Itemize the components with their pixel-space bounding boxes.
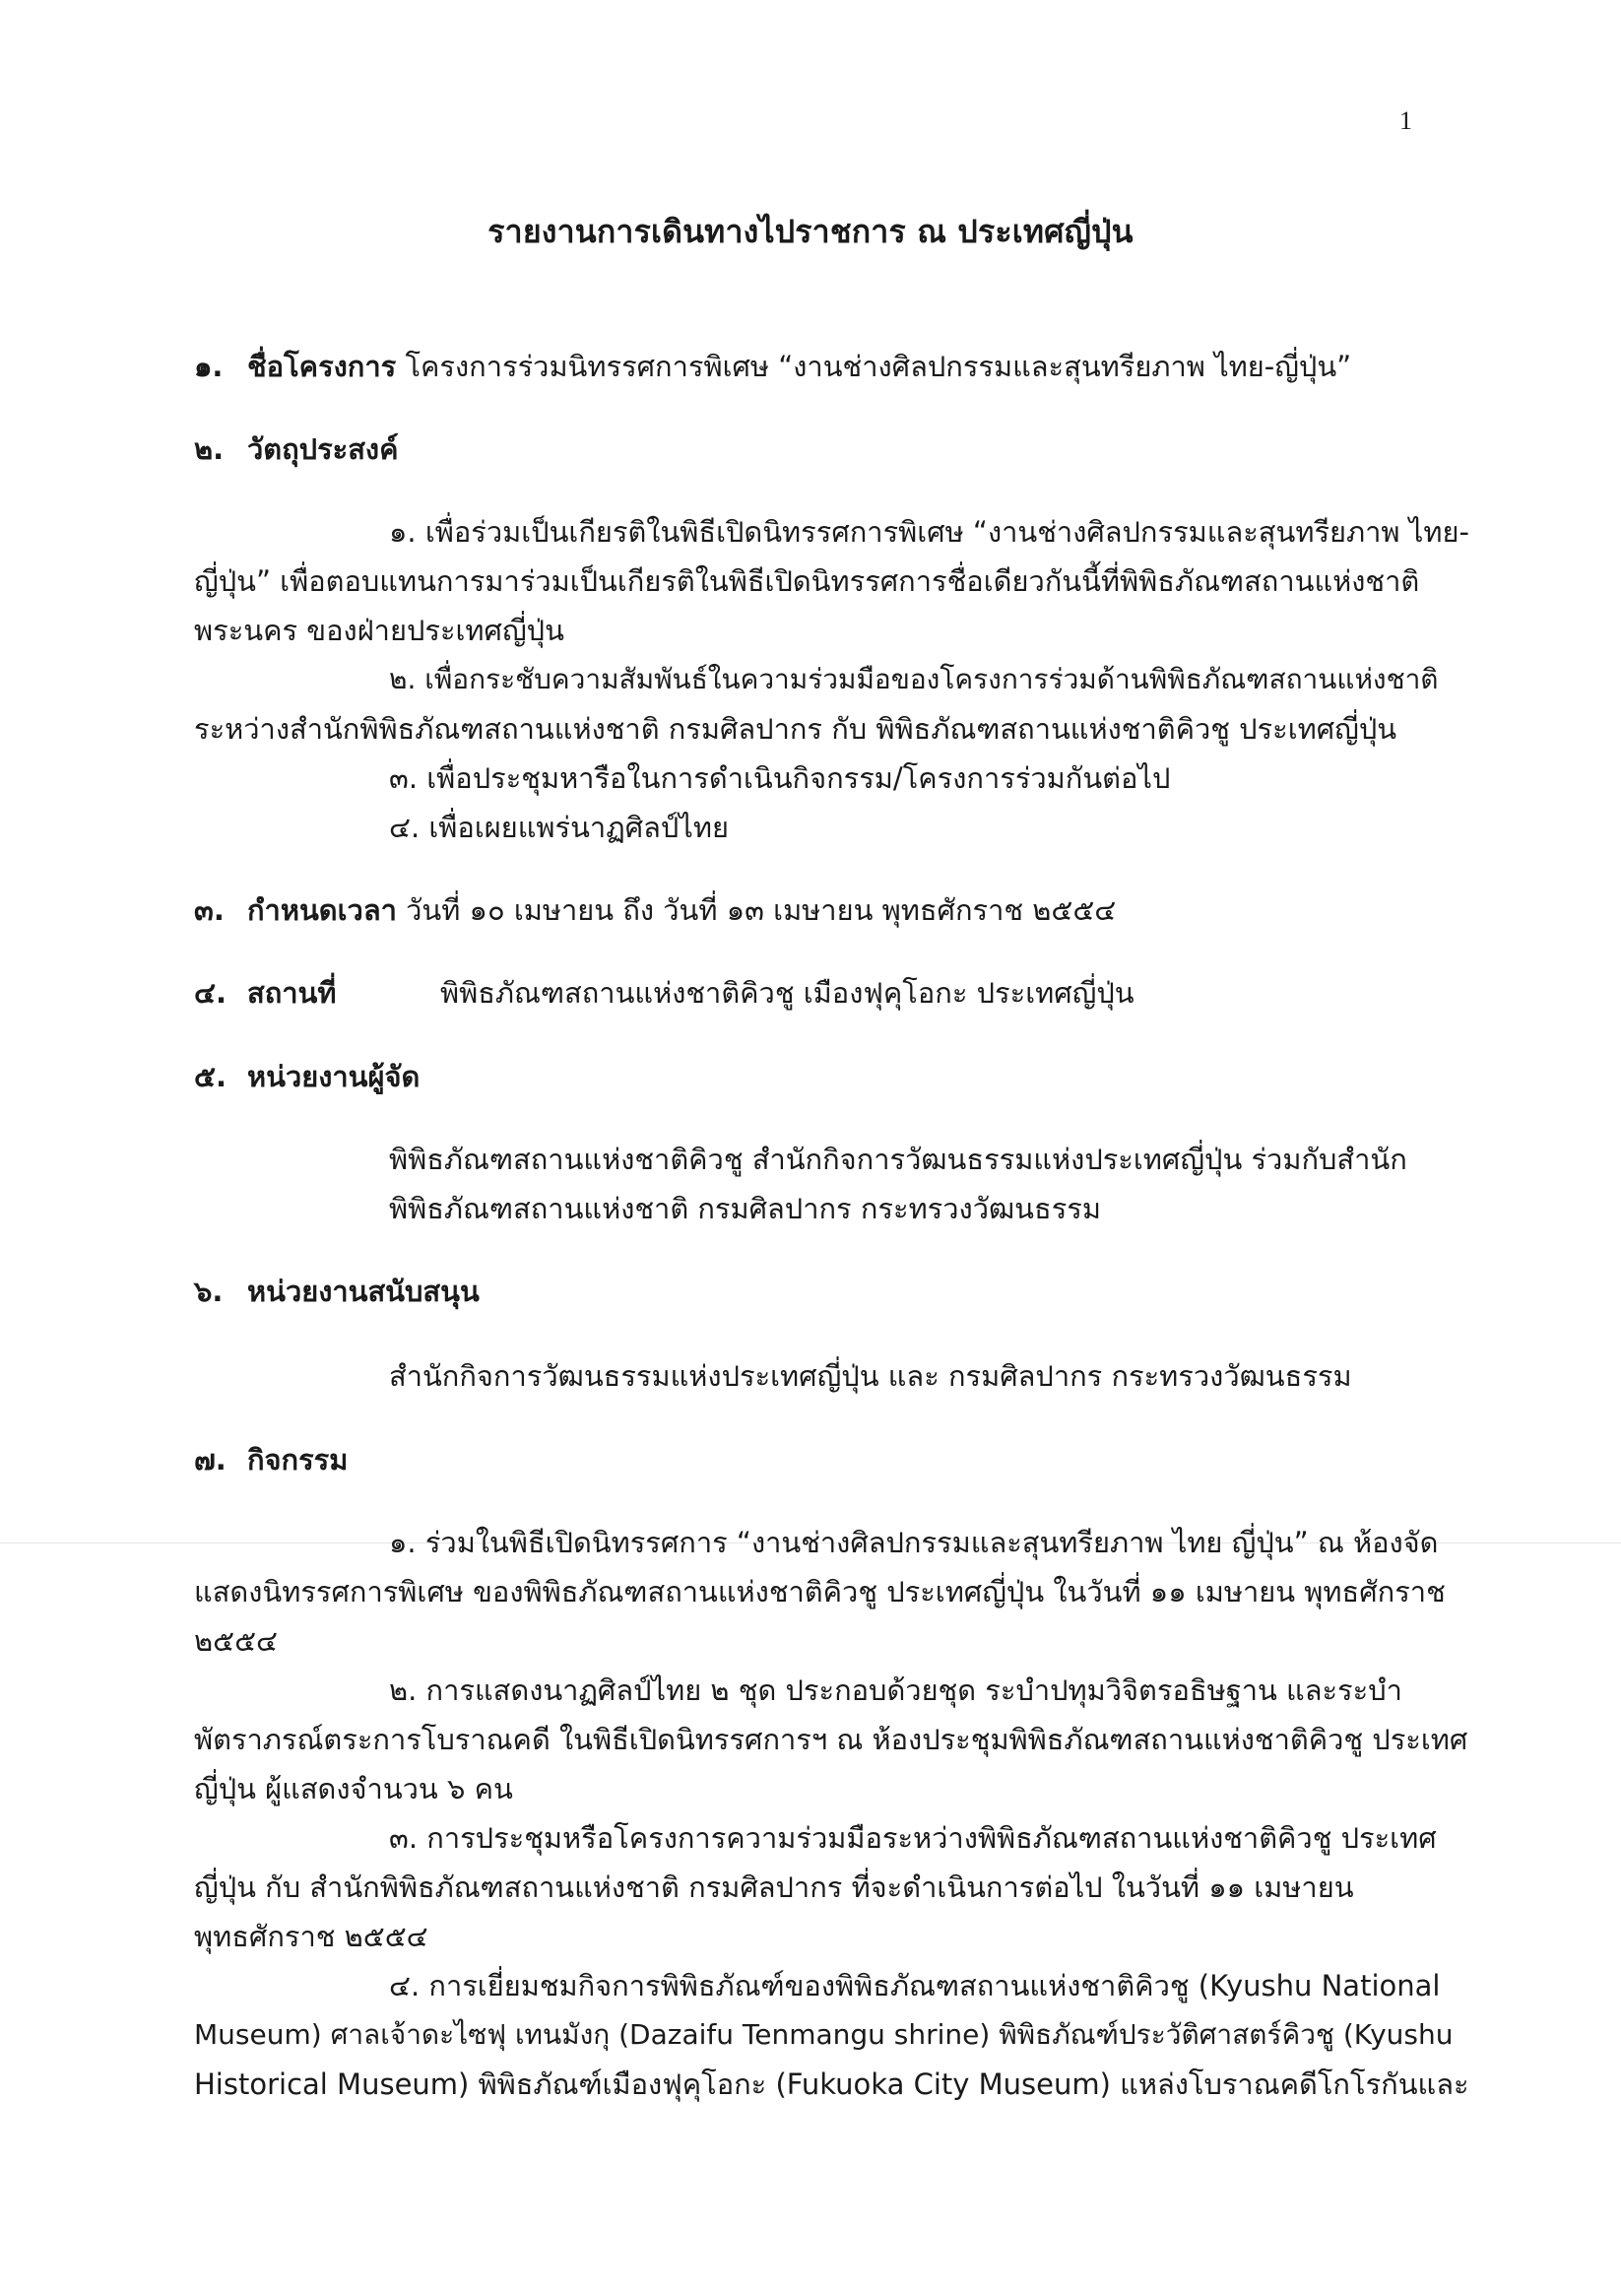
activity-line: Historical Museum) พิพิธภัณฑ์เมืองฟุคุโอกะ (Fukuoka City Museum) แหล่งโบราณคดีโกโรกันและ [194, 2067, 1469, 2101]
objective-line: ๔. เพื่อเผยแพร่นาฏศิลป์ไทย [389, 811, 729, 844]
activity-line: ๔. การเยี่ยมชมกิจการพิพิธภัณฑ์ของพิพิธภัณฑสถานแห่งชาติคิวชู (Kyushu National [389, 1969, 1441, 2002]
section-number: ๔. [194, 976, 227, 1010]
activity-line: ๒๕๕๔ [194, 1624, 278, 1658]
section-label: วัตถุประสงค์ [247, 432, 399, 466]
section-organizers [194, 1057, 420, 1096]
section-schedule [194, 890, 1116, 930]
objective-line: ๑. เพื่อร่วมเป็นเกียรติในพิธีเปิดนิทรรศการพิเศษ “งานช่างศิลปกรรมและสุนทรียภาพ ไทย- [389, 515, 1469, 549]
activity-line: ญี่ปุ่น กับ สำนักพิพิธภัณฑสถานแห่งชาติ กรมศิลปากร ที่จะดำเนินการต่อไป ในวันที่ ๑๑ เมษายน [194, 1870, 1354, 1904]
objective-line: ๒. เพื่อกระชับความสัมพันธ์ในความร่วมมือของโครงการร่วมด้านพิพิธภัณฑสถานแห่งชาติ [389, 663, 1439, 695]
section-label: หน่วยงานผู้จัด [247, 1060, 421, 1093]
section-number: ๑. [194, 350, 224, 383]
activity-line: ๓. การประชุมหรือโครงการความร่วมมือระหว่างพิพิธภัณฑสถานแห่งชาติคิวชู ประเทศ [389, 1821, 1437, 1855]
section-activities [194, 1440, 348, 1479]
section-text: วันที่ ๑๐ เมษายน ถึง วันที่ ๑๓ เมษายน พุทธศักราช ๒๕๕๔ [406, 893, 1117, 927]
section-label: ชื่อโครงการ [247, 350, 397, 383]
activity-line: พุทธศักราช ๒๕๕๔ [194, 1920, 428, 1953]
objective-line: ๓. เพื่อประชุมหารือในการดำเนินกิจกรรม/โครงการร่วมกันต่อไป [389, 761, 1171, 795]
activity-line: ญี่ปุ่น ผู้แสดงจำนวน ๖ คน [194, 1772, 513, 1805]
section-supporters [194, 1272, 480, 1311]
objective-line: ระหว่างสำนักพิพิธภัณฑสถานแห่งชาติ กรมศิลปากร กับ พิพิธภัณฑสถานแห่งชาติคิวชู ประเทศญี่ปุ่น [194, 712, 1397, 746]
objective-line: พระนคร ของฝ่ายประเทศญี่ปุ่น [194, 614, 564, 647]
section-number: ๗. [194, 1443, 227, 1476]
section-label: หน่วยงานสนับสนุน [247, 1275, 480, 1308]
section-project-name [194, 347, 1351, 386]
section-number: ๓. [194, 893, 225, 927]
section-text: พิพิธภัณฑสถานแห่งชาติคิวชู เมืองฟุคุโอกะ ประเทศญี่ปุ่น [440, 976, 1135, 1010]
activity-line: พัตราภรณ์ตระการโบราณคดี ในพิธีเปิดนิทรรศการฯ ณ ห้องประชุมพิพิธภัณฑสถานแห่งชาติคิวชู ประเทศ [194, 1723, 1468, 1756]
page-title: รายงานการเดินทางไปราชการ ณ ประเทศญี่ปุ่น [487, 213, 1134, 250]
activity-line: แสดงนิทรรศการพิเศษ ของพิพิธภัณฑสถานแห่งชาติคิวชู ประเทศญี่ปุ่น ในวันที่ ๑๑ เมษายน พุทธศักราช [194, 1575, 1446, 1608]
organizer-line: พิพิธภัณฑสถานแห่งชาติคิวชู สำนักกิจการวัฒนธรรมแห่งประเทศญี่ปุ่น ร่วมกับสำนัก [389, 1143, 1407, 1176]
section-text: โครงการร่วมนิทรรศการพิเศษ “งานช่างศิลปกรรมและสุนทรียภาพ ไทย-ญี่ปุ่น” [405, 350, 1352, 383]
organizer-line: พิพิธภัณฑสถานแห่งชาติ กรมศิลปากร กระทรวงวัฒนธรรม [389, 1192, 1101, 1225]
page-number: 1 [1399, 106, 1412, 135]
section-label: กำหนดเวลา [247, 893, 397, 927]
section-number: ๖. [194, 1275, 224, 1308]
activity-line: ๑. ร่วมในพิธีเปิดนิทรรศการ “งานช่างศิลปกรรมและสุนทรียภาพ ไทย ญี่ปุ่น” ณ ห้องจัด [389, 1526, 1439, 1559]
section-number: ๒. [194, 432, 225, 466]
section-label: สถานที่ [247, 976, 337, 1010]
section-label: กิจกรรม [247, 1443, 349, 1476]
section-objectives [194, 429, 399, 469]
supporters-line: สำนักกิจการวัฒนธรรมแห่งประเทศญี่ปุ่น และ กรมศิลปากร กระทรวงวัฒนธรรม [389, 1359, 1352, 1393]
activity-line: ๒. การแสดงนาฏศิลป์ไทย ๒ ชุด ประกอบด้วยชุด ระบำปทุมวิจิตรอธิษฐาน และระบำ [389, 1673, 1402, 1707]
section-location [194, 973, 1135, 1013]
section-number: ๕. [194, 1060, 227, 1093]
activity-line: Museum) ศาลเจ้าดะไซฟุ เทนมังกุ (Dazaifu Tenmangu shrine) พิพิธภัณฑ์ประวัติศาสตร์คิวชู (Kyushu [194, 2018, 1454, 2051]
objective-line: ญี่ปุ่น” เพื่อตอบแทนการมาร่วมเป็นเกียรติในพิธีเปิดนิทรรศการชื่อเดียวกันนี้ที่พิพิธภัณฑสถานแห่งชาติ [194, 564, 1420, 598]
